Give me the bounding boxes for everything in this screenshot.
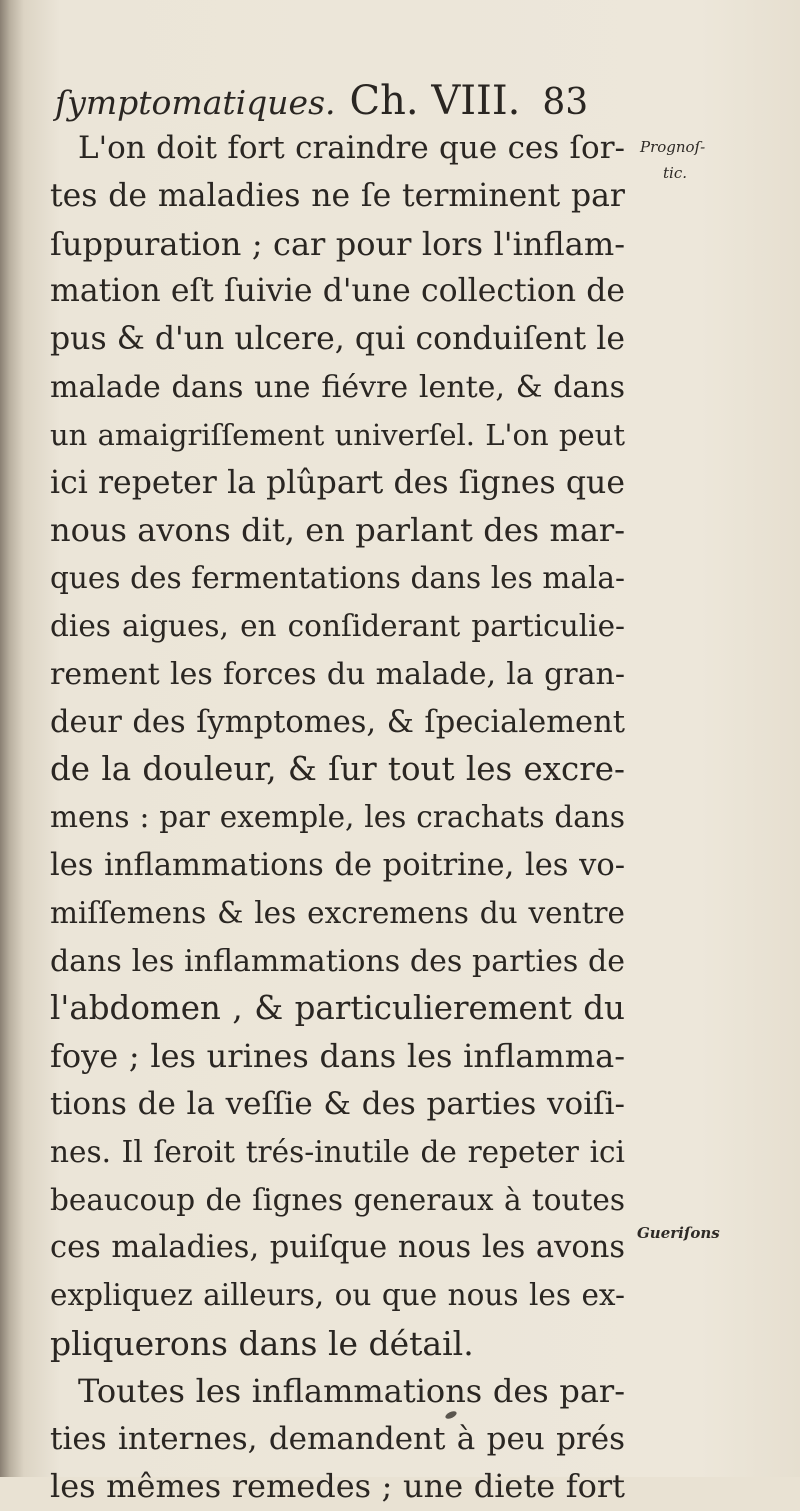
text-line: ſuppuration ; car pour lors l'inflam- — [50, 224, 625, 263]
margin-note-guerison: Gueriſons — [637, 1224, 720, 1242]
body-text — [50, 125, 625, 1511]
text-line: L'on doit fort craindre que ces ſor- — [78, 130, 625, 166]
text-line: ques des fermentations dans les mala- — [50, 561, 625, 596]
text-line: pus & d'un ulcere, qui conduiſent le — [50, 321, 625, 358]
text-line: dans les inflammations des parties de — [50, 943, 625, 979]
text-line: dies aigues, en conſiderant particulie- — [50, 608, 625, 643]
text-line: expliquez ailleurs, ou que nous les ex- — [50, 1278, 625, 1313]
text-line: tions de la veſſie & des parties voiſi- — [50, 1085, 625, 1122]
text-line: Toutes les inflammations des par- — [78, 1371, 625, 1410]
text-line: tes de maladies ne ſe terminent par — [50, 177, 625, 214]
text-line: foye ; les urines dans les inflamma- — [50, 1037, 625, 1076]
text-line: un amaigriſſement univerſel. L'on peut — [50, 417, 625, 452]
text-line: pliquerons dans le détail. — [50, 1323, 474, 1363]
text-line: deur des ſymptomes, & ſpecialement — [50, 704, 625, 740]
text-line: malade dans une fiévre lente, & dans — [50, 369, 625, 405]
text-line: beaucoup de ſignes generaux à toutes — [50, 1182, 625, 1217]
running-header — [55, 78, 635, 130]
text-line: ces maladies, puiſque nous les avons — [50, 1230, 625, 1266]
chapter-number: Ch. VIII. — [349, 78, 521, 124]
running-title: ſymptomatiques. — [55, 83, 336, 122]
margin-note-prognostic: Prognoſ- — [640, 138, 706, 156]
text-line: ties internes, demandent à peu prés — [50, 1420, 625, 1457]
margin-note-prognostic-cont: tic. — [663, 164, 687, 182]
text-line: les inflammations de poitrine, les vo- — [50, 847, 625, 883]
text-line: ici repeter la plûpart des ſignes que — [50, 464, 625, 501]
text-line: de la douleur, & ſur tout les excre- — [50, 750, 625, 789]
text-line: mens : par exemple, les crachats dans — [50, 800, 625, 835]
text-line: nous avons dit, en parlant des mar- — [50, 511, 625, 550]
page-number: 83 — [542, 82, 589, 123]
text-line: l'abdomen , & particulierement du — [50, 989, 625, 1028]
text-line: miſſemens & les excremens du ventre — [50, 895, 625, 930]
text-line: mation eſt ſuivie d'une collection de — [50, 273, 625, 310]
text-line: nes. Il ſeroit trés-inutile de repeter ici — [50, 1134, 625, 1169]
text-line: rement les forces du malade, la gran- — [50, 656, 625, 692]
text-line: les mêmes remedes ; une diete fort — [50, 1467, 625, 1506]
